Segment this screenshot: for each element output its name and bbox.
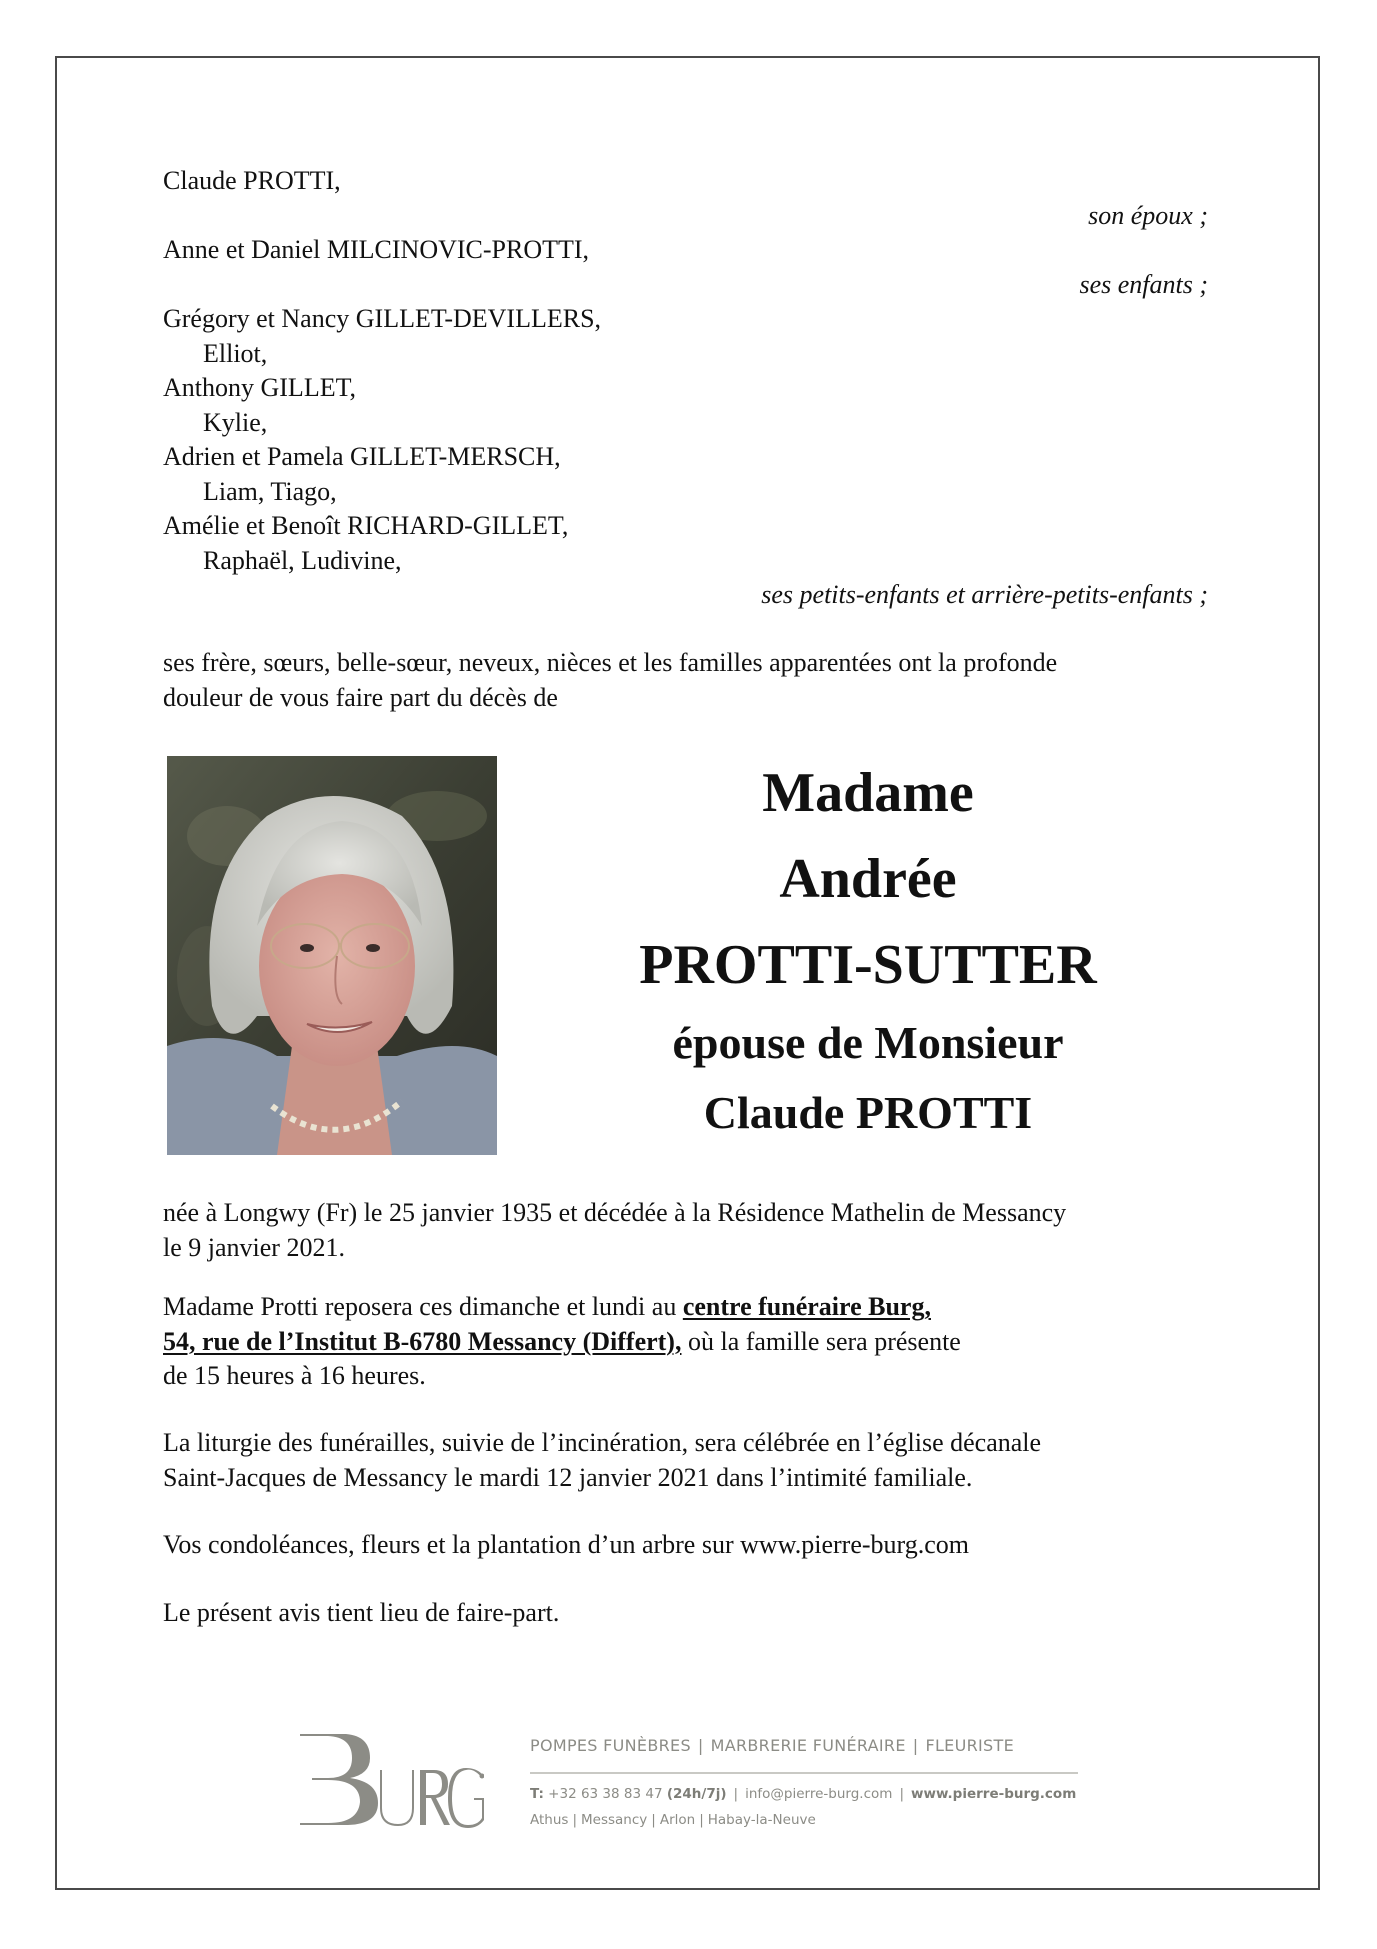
great-grandchildren: Kylie, <box>203 407 268 437</box>
spouse-prefix: épouse de Monsieur <box>672 1017 1064 1068</box>
liturgy-info <box>163 1426 1223 1495</box>
announcement-intro <box>163 646 1208 715</box>
phone-number[interactable]: +32 63 38 83 47 <box>548 1786 663 1802</box>
wake-line-1 <box>163 1290 1223 1325</box>
condolences-info <box>163 1528 1223 1563</box>
children-role: ses enfants ; <box>1079 269 1208 299</box>
liturgy-line: Saint-Jacques de Messancy le mardi 12 janvier 2021 dans l’intimité familiale. <box>163 1462 973 1492</box>
separator: | <box>697 1736 704 1755</box>
separator: | <box>733 1786 739 1802</box>
separator: | <box>651 1812 656 1828</box>
spouse-role: son époux ; <box>1088 200 1208 230</box>
wake-prefix: Madame Protti reposera ces dimanche et lundi au <box>163 1292 683 1321</box>
great-grandchildren: Elliot, <box>203 338 268 368</box>
children-names: Anne et Daniel MILCINOVIC-PROTTI, <box>163 235 590 264</box>
portrait-image <box>167 756 497 1155</box>
city: Arlon <box>659 1812 696 1828</box>
grandchild-family: Amélie et Benoît RICHARD-GILLET, <box>163 511 569 540</box>
wake-line-2 <box>163 1325 1223 1360</box>
deceased-first-name: Andrée <box>779 848 957 910</box>
birth-death-info <box>163 1196 1223 1265</box>
great-grandchildren: Liam, Tiago, <box>203 476 337 506</box>
city: Messancy <box>581 1812 648 1828</box>
city: Habay-la-Neuve <box>707 1812 816 1828</box>
phone-label: T: <box>530 1786 544 1802</box>
birth-line: née à Longwy (Fr) le 25 janvier 1935 et décédée à la Résidence Mathelin de Messancy <box>163 1198 1067 1227</box>
grandchildren-role: ses petits-enfants et arrière-petits-enfants ; <box>761 580 1208 609</box>
portrait-photo <box>167 756 497 1155</box>
great-grandchildren: Raphaël, Ludivine, <box>203 545 402 575</box>
liturgy-line: La liturgie des funérailles, suivie de l’incinération, sera célébrée en l’église décanale <box>163 1428 1042 1457</box>
intro-line: ses frère, sœurs, belle-sœur, neveux, nièces et les familles apparentées ont la profonde <box>163 648 1058 677</box>
grandchild-family: Anthony GILLET, <box>163 373 357 402</box>
wake-hours: de 15 heures à 16 heures. <box>163 1361 426 1390</box>
wake-info <box>163 1290 1223 1394</box>
email-link[interactable]: info@pierre-burg.com <box>745 1786 893 1802</box>
spouse-full-name: Claude PROTTI <box>703 1087 1033 1138</box>
deceased-title: Madame <box>762 762 974 824</box>
funeral-center-name: centre funéraire Burg, <box>682 1292 931 1321</box>
notice-line: Le présent avis tient lieu de faire-part. <box>163 1598 560 1627</box>
deceased-name-block <box>560 750 1176 1148</box>
separator: | <box>912 1736 919 1755</box>
funeral-center-address: 54, rue de l’Institut B-6780 Messancy (Differt), <box>163 1326 682 1356</box>
phone-hours: (24h/7j) <box>666 1786 727 1802</box>
grandchild-family: Grégory et Nancy GILLET-DEVILLERS, <box>163 304 602 333</box>
spouse-name: Claude PROTTI, <box>163 166 341 195</box>
service-florist: FLEURISTE <box>925 1736 1014 1755</box>
deceased-last-name: PROTTI-SUTTER <box>639 934 1097 996</box>
family-list <box>163 164 1208 613</box>
intro-line: douleur de vous faire part du décès de <box>163 682 558 712</box>
wake-suffix: où la famille sera présente <box>681 1326 961 1356</box>
website-link[interactable]: www.pierre-burg.com <box>911 1786 1077 1802</box>
separator: | <box>699 1812 704 1828</box>
condolences-line: Vos condoléances, fleurs et la plantation d’un arbre sur www.pierre-burg.com <box>163 1530 969 1559</box>
city: Athus <box>530 1812 569 1828</box>
death-line: le 9 janvier 2021. <box>163 1232 345 1262</box>
grandchild-family: Adrien et Pamela GILLET-MERSCH, <box>163 442 561 471</box>
service-funeral: POMPES FUNÈBRES <box>530 1736 691 1755</box>
service-marble: MARBRERIE FUNÉRAIRE <box>710 1736 906 1755</box>
separator: | <box>572 1812 577 1828</box>
separator: | <box>899 1786 904 1802</box>
notice-info <box>163 1596 1223 1631</box>
